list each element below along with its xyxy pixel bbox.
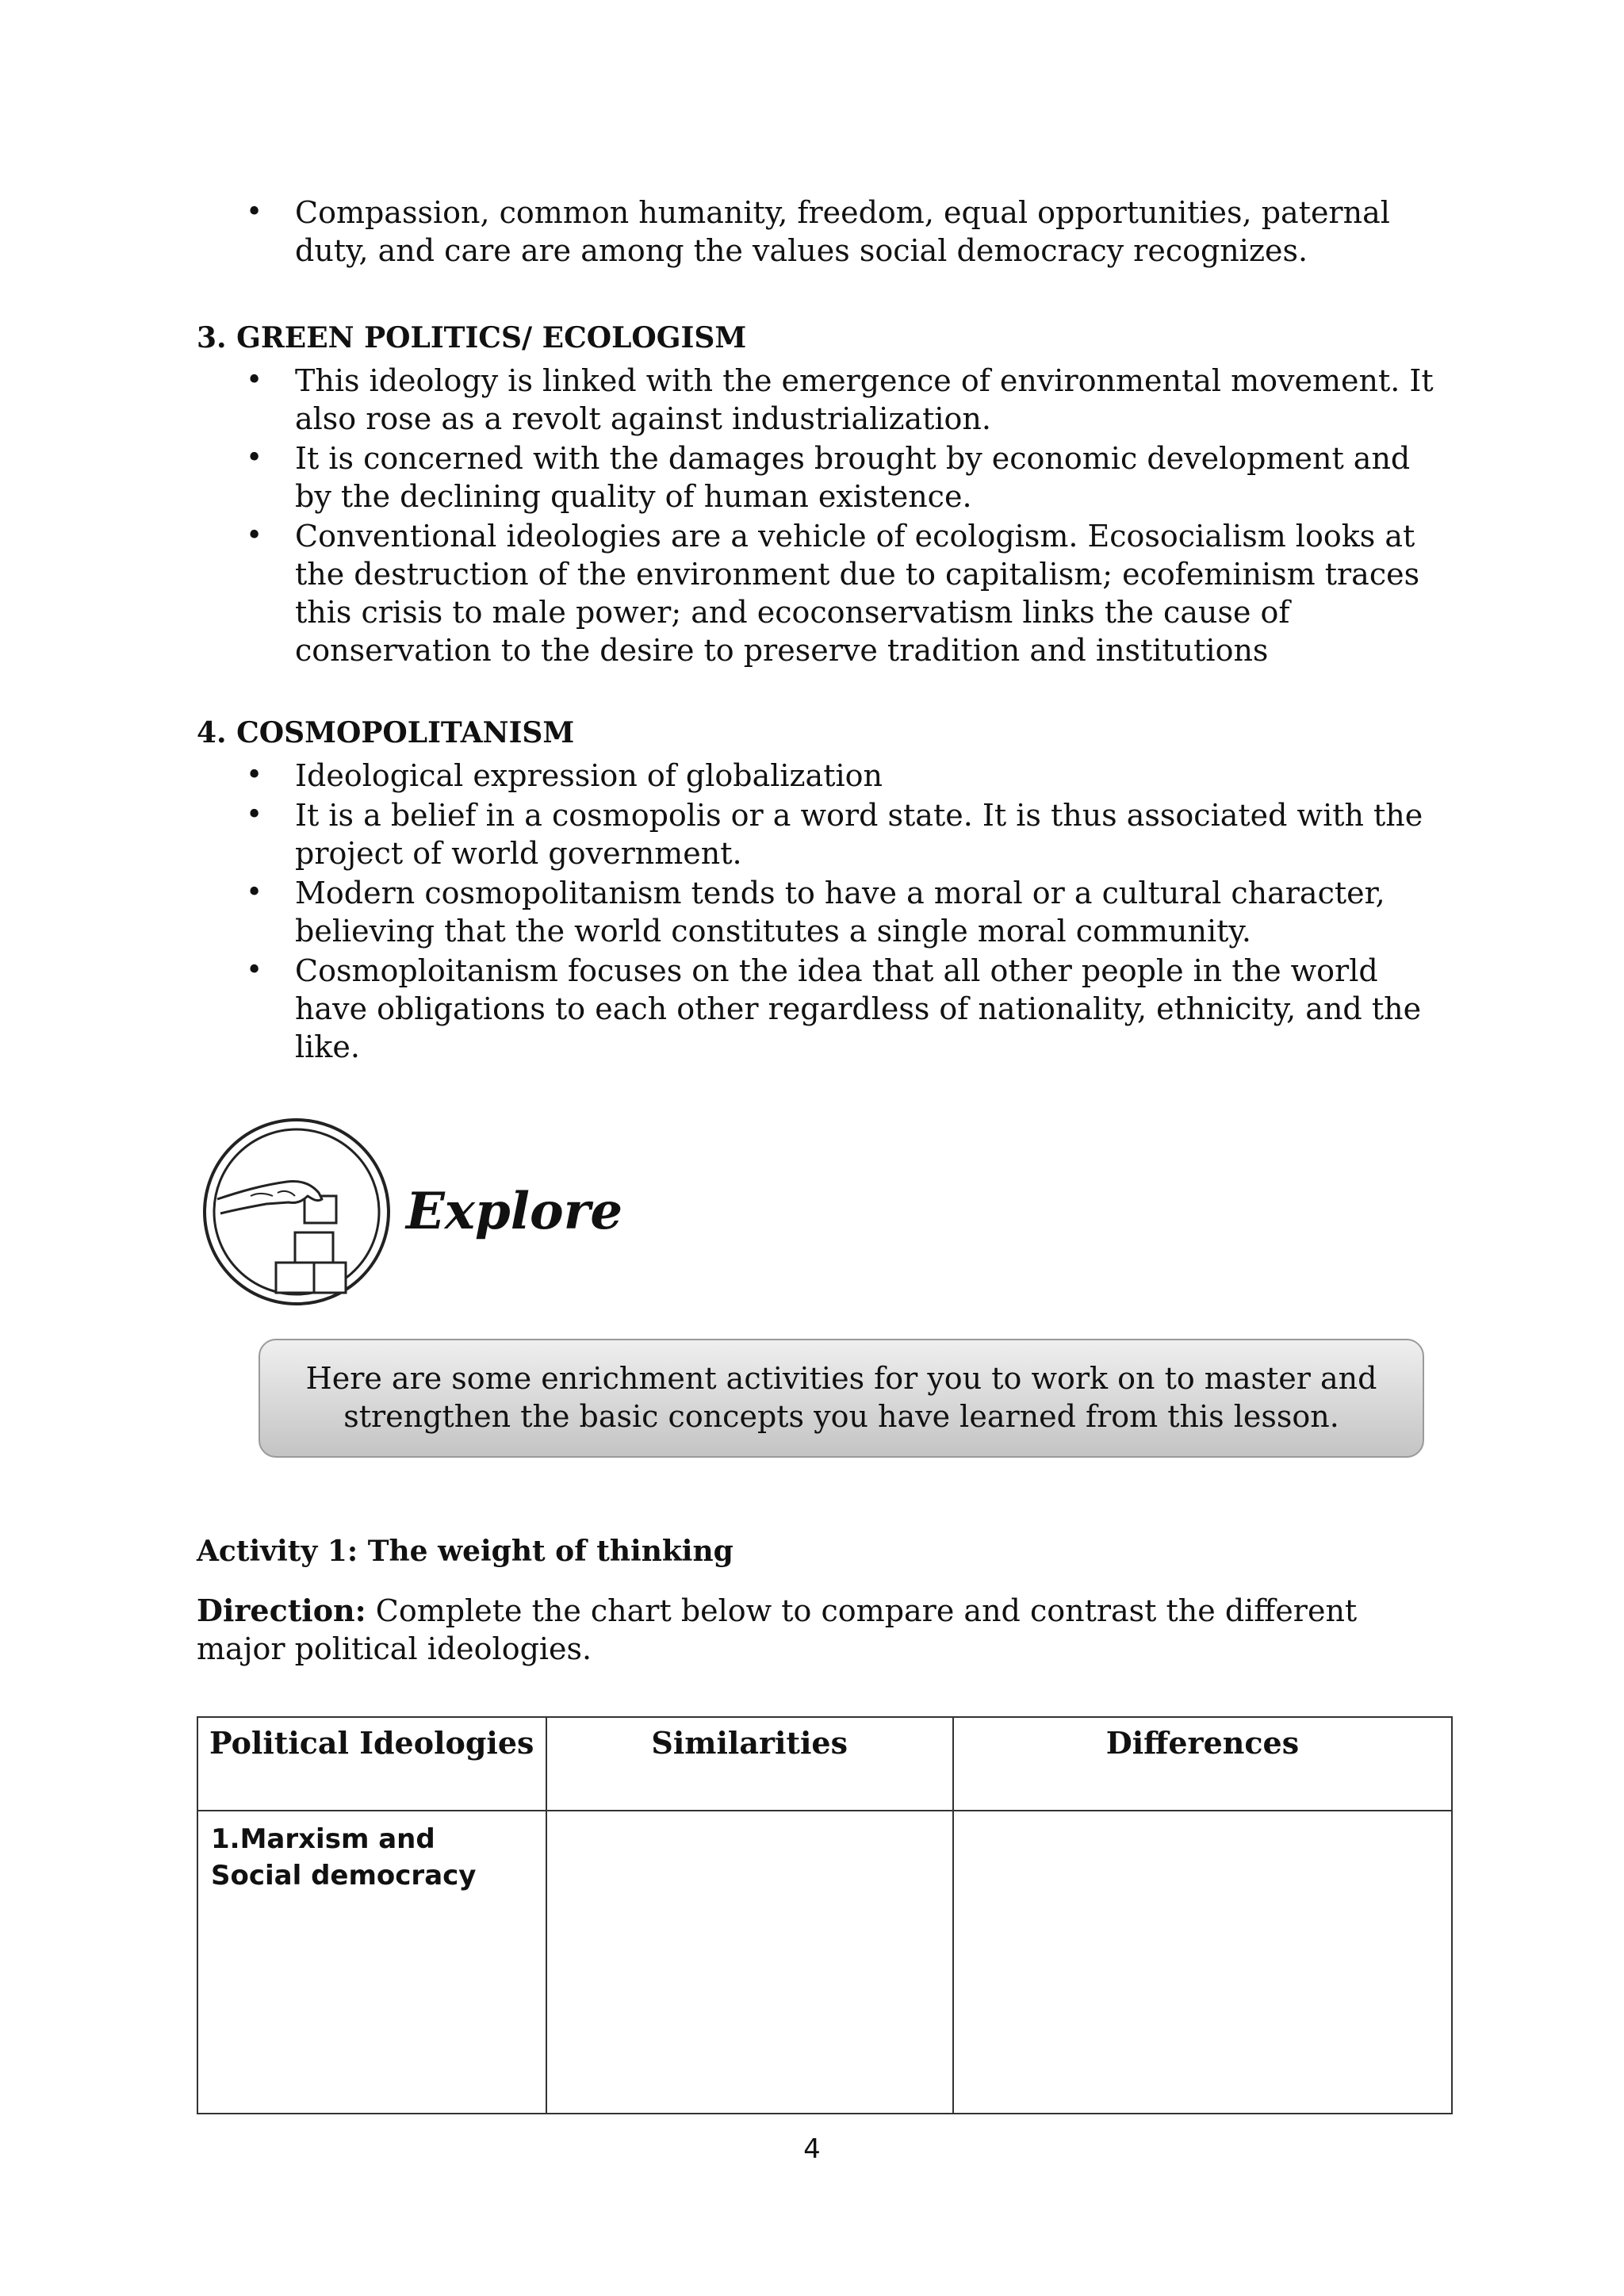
green-politics-bullet-list — [238, 362, 1443, 671]
list-item: • Modern cosmopolitanism tends to have a moral or a cultural character, believing that the world constitutes a single moral community. — [238, 874, 1443, 950]
header-similarities: Similarities — [546, 1717, 953, 1811]
explore-title: Explore — [406, 1182, 623, 1241]
table-row — [197, 1811, 1452, 2114]
direction-label: Direction: — [197, 1593, 366, 1628]
comparison-chart-table — [197, 1716, 1453, 2114]
list-item: • Cosmoploitanism focuses on the idea that all other people in the world have obligations to each other regardless of nationality, ethnicity, and the like. — [238, 952, 1443, 1066]
ideology-cell: 1.Marxism and Social democracy — [197, 1811, 546, 2114]
top-bullet-list — [238, 194, 1443, 271]
section-heading-green-politics: 3. GREEN POLITICS/ ECOLOGISM — [197, 321, 747, 355]
header-differences: Differences — [953, 1717, 1452, 1811]
enrichment-callout: Here are some enrichment activities for you to work on to master and strengthen the basic concepts you have learned from this lesson. — [259, 1339, 1424, 1458]
page-number: 4 — [803, 2133, 821, 2165]
list-item: • This ideology is linked with the emergence of environmental movement. It also rose as a revolt against industrialization. — [238, 362, 1443, 438]
list-item: • Compassion, common humanity, freedom, equal opportunities, paternal duty, and care are among the values social democracy recognizes. — [238, 194, 1443, 270]
differences-answer-cell[interactable] — [953, 1811, 1452, 2114]
similarities-answer-cell[interactable] — [546, 1811, 953, 2114]
list-item: • Ideological expression of globalization — [238, 757, 1443, 795]
activity-direction — [197, 1592, 1434, 1668]
activity-title: Activity 1: The weight of thinking — [197, 1535, 733, 1568]
list-item: • It is a belief in a cosmopolis or a word state. It is thus associated with the project of world government. — [238, 796, 1443, 872]
table-header-row — [197, 1717, 1452, 1811]
section-heading-cosmopolitanism: 4. COSMOPOLITANISM — [197, 716, 575, 749]
list-item: • It is concerned with the damages brought by economic development and by the declining quality of human existence. — [238, 439, 1443, 516]
list-item: • Conventional ideologies are a vehicle of ecologism. Ecosocialism looks at the destruction of the environment due to capitalism; ecofeminism traces this crisis to male power; and ecoconservatism links the cause of conservation to the desire to preserve tradition and institutions — [238, 517, 1443, 669]
cosmopolitanism-bullet-list — [238, 757, 1443, 1068]
direction-text: Complete the chart below to compare and contrast the different major political ideologies. — [197, 1593, 1358, 1666]
header-political-ideologies: Political Ideologies — [197, 1717, 546, 1811]
hand-stacking-blocks-icon — [201, 1117, 392, 1307]
